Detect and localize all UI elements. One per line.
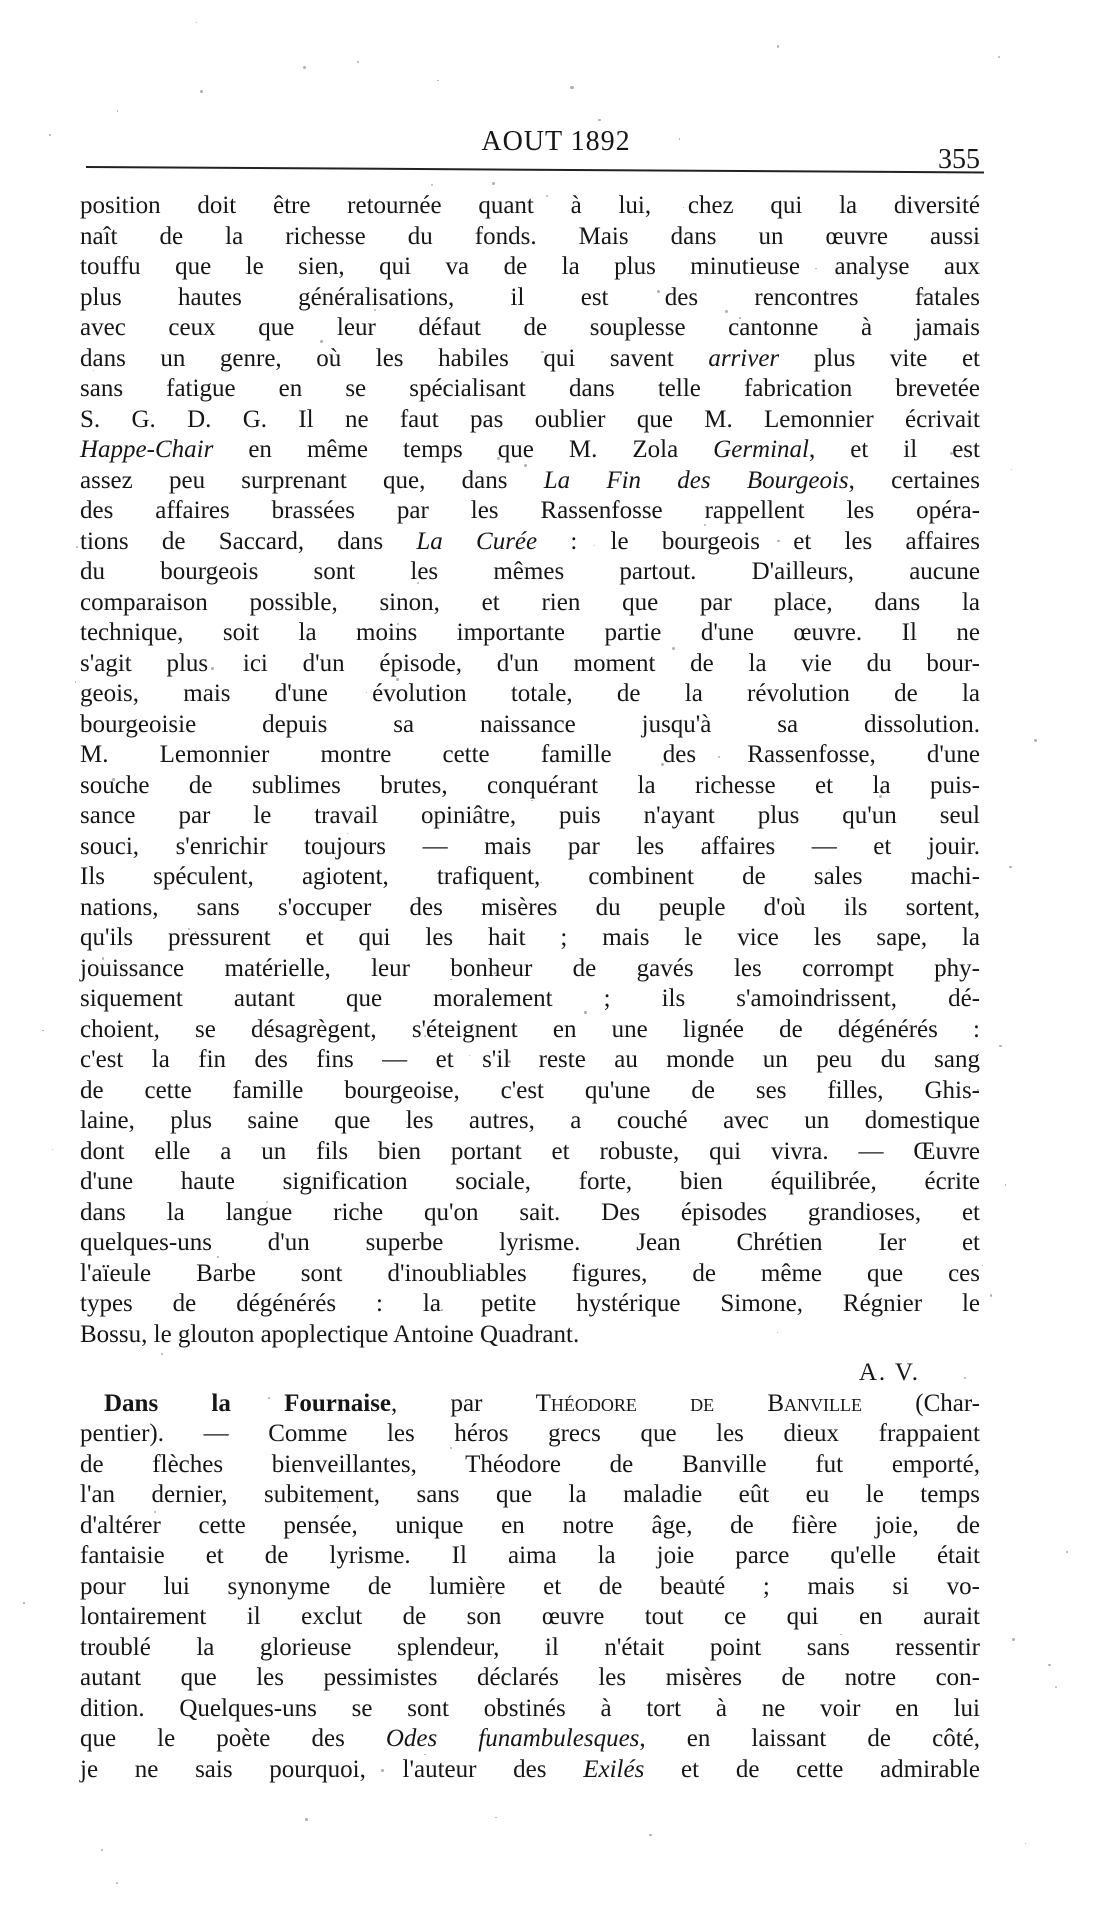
speckle [725, 310, 728, 313]
text-run: jouissance matérielle, leur bonheur de gavés les corrompt phy- [80, 954, 980, 982]
text-run: assez peu surprenant que, dans [80, 466, 544, 494]
speckle [389, 486, 392, 489]
speckle [415, 898, 416, 899]
text-run: geois, mais d'une évolution totale, de la révolution de la [80, 680, 980, 707]
text-run: Bossu, le glouton apoplectique Antoine Quadrant. [80, 1320, 580, 1348]
text-run: lontairement il exclut de son œuvre tout ce qui en aurait [80, 1603, 980, 1630]
text-line [80, 496, 980, 527]
speckle [812, 594, 814, 596]
text-run: l'aïeule Barbe sont d'inoubliables figures, de même que ces [80, 1259, 980, 1287]
speckle [492, 182, 495, 185]
text-line [80, 1511, 980, 1542]
speckle [1034, 739, 1037, 742]
text-line [80, 191, 980, 222]
text-run: dition. Quelques-uns se sont obstinés à tort à ne voir en lui [80, 1694, 980, 1722]
header-rule [86, 166, 984, 173]
text-run: naît de la richesse du fonds. Mais dans un œuvre aussi [80, 222, 980, 250]
speckle [437, 80, 438, 81]
text-line [80, 344, 980, 375]
speckle [188, 928, 190, 930]
speckle [584, 1011, 587, 1014]
speckle [396, 678, 399, 681]
text-line [80, 771, 980, 802]
speckle [495, 1817, 496, 1818]
text-line [80, 1480, 980, 1511]
text-run: fantaisie et de lyrisme. Il aima la joie parce qu'elle était [80, 1542, 980, 1569]
text-line [80, 313, 980, 344]
review-author: Théodore de Banville [535, 1389, 863, 1417]
text-run: nations, sans s'occuper des misères du peuple d'où ils sortent, [80, 893, 980, 921]
text-run: M. Lemonnier montre cette famille des Rassenfosse, d'une [80, 741, 980, 768]
text-line [80, 1137, 980, 1168]
text-line [80, 1450, 980, 1481]
speckle [441, 1309, 442, 1310]
text-line [80, 862, 980, 893]
text-line [80, 1045, 980, 1076]
text-line [80, 1289, 980, 1320]
text-run: je ne sais pourquoi, l'auteur des [80, 1755, 584, 1783]
speckle [950, 452, 952, 454]
text-line [80, 923, 980, 954]
review-by: , par [391, 1389, 536, 1417]
text-line [80, 679, 980, 710]
speckle [424, 1035, 426, 1037]
text-line [80, 1663, 980, 1694]
text-run: plus vite et [779, 344, 980, 372]
speckle [116, 1882, 118, 1884]
text-line [80, 1259, 980, 1290]
speckle [112, 778, 114, 780]
speckle [324, 1489, 326, 1491]
italic-title: La Fin des Bourgeois [543, 466, 849, 494]
speckle [494, 972, 496, 974]
text-run: des affaires brassées par les Rassenfosse rappellent les opéra- [80, 497, 980, 524]
speckle [683, 207, 684, 208]
speckle [1048, 1664, 1050, 1666]
speckle [368, 844, 371, 847]
text-line [80, 954, 980, 985]
text-run: avec ceux que leur défaut de souplesse cantonne à jamais [80, 314, 980, 341]
speckle [320, 340, 322, 342]
text-run: c'est la fin des fins — et s'il reste au monde un peu du sang [80, 1046, 980, 1073]
speckle [857, 964, 860, 967]
speckle [990, 1294, 992, 1296]
text-run: s'agit plus ici d'un épisode, d'un moment de la vie du bour- [80, 649, 980, 677]
running-title: AOUT 1892 [481, 126, 631, 157]
text-line [80, 893, 980, 924]
speckle [777, 1332, 778, 1333]
text-line [80, 1106, 980, 1137]
speckle [303, 66, 306, 69]
text-run: technique, soit la moins importante partie d'une œuvre. Il ne [80, 619, 980, 646]
text-line [80, 222, 980, 253]
text-run: laine, plus saine que les autres, a couché avec un domestique [80, 1107, 980, 1134]
speckle [417, 582, 419, 584]
speckle [250, 1123, 252, 1125]
speckle [1066, 1551, 1068, 1553]
text-run: troublé la glorieuse splendeur, il n'était point sans ressentir [80, 1633, 980, 1661]
text-run: Ils spéculent, agiotent, trafiquent, combinent de sales machi- [80, 863, 980, 890]
speckle [42, 1030, 43, 1031]
speckle [200, 396, 202, 398]
speckle [431, 184, 433, 186]
text-line [80, 1602, 980, 1633]
speckle [705, 1063, 708, 1066]
speckle [982, 1265, 983, 1266]
text-run: touffu que le sien, qui va de la plus minutieuse analyse aux [80, 253, 980, 280]
text-line [80, 740, 980, 771]
speckle [217, 1256, 219, 1258]
text-run: dont elle a un fils bien portant et robuste, qui vivra. — Œuvre [80, 1137, 980, 1165]
speckle [999, 1045, 1002, 1048]
text-line [80, 1572, 980, 1603]
italic-title: arriver [708, 344, 780, 372]
speckle [922, 294, 925, 297]
text-run: et de cette admirable [644, 1755, 980, 1783]
text-run: tions de Saccard, dans [80, 527, 417, 555]
text-line [80, 557, 980, 588]
text-run: , en laissant de côté, [639, 1725, 980, 1752]
text-run: en même temps que M. Zola [213, 436, 714, 463]
text-line [80, 1320, 980, 1351]
speckle [739, 317, 741, 319]
text-run: : le bourgeois et les affaires [537, 527, 981, 555]
speckle [977, 1089, 979, 1091]
speckle [101, 1849, 103, 1851]
text-run: que le poète des [80, 1725, 386, 1752]
text-line [80, 1541, 980, 1572]
text-run: bourgeoisie depuis sa naissance jusqu'à sa dissolution. [80, 710, 980, 738]
text-line [80, 1167, 980, 1198]
text-run: sans fatigue en se spécialisant dans telle fabrication brevetée [80, 375, 980, 402]
text-line [80, 252, 980, 283]
speckle [266, 1201, 268, 1203]
speckle [200, 90, 203, 93]
text-run: plus hautes généralisations, il est des rencontres fatales [80, 283, 980, 311]
text-line [80, 618, 980, 649]
text-run: , et il est [809, 436, 980, 463]
text-run: l'an dernier, subitement, sans que la maladie eût eu le temps [80, 1481, 980, 1508]
text-line [80, 801, 980, 832]
text-run: d'altérer cette pensée, unique en notre âge, de fière joie, de [80, 1511, 980, 1539]
speckle [585, 813, 588, 816]
italic-title: Germinal [713, 436, 809, 463]
speckle [381, 1769, 384, 1772]
italic-title: Exilés [583, 1755, 645, 1783]
text-line [80, 984, 980, 1015]
text-line [80, 1633, 980, 1664]
text-run: S. G. D. G. Il ne faut pas oublier que M. Lemonnier écrivait [80, 405, 980, 433]
text-line [80, 1228, 980, 1259]
text-run: qu'ils pressurent et qui les hait ; mais le vice les sape, la [80, 924, 980, 951]
speckle [1009, 866, 1012, 869]
italic-title: Odes funambulesques [385, 1725, 640, 1752]
text-run: dans la langue riche qu'on sait. Des épisodes grandioses, et [80, 1198, 980, 1226]
speckle [357, 61, 359, 63]
speckle [1055, 1686, 1057, 1688]
text-run: dans un genre, où les habiles qui savent [80, 344, 709, 372]
text-line [80, 1076, 980, 1107]
text-run: souche de sublimes brutes, conquérant la richesse et la puis- [80, 771, 980, 799]
text-line [80, 466, 980, 497]
speckle [196, 22, 197, 23]
review-title: Dans la Fournaise [104, 1389, 392, 1417]
speckle [23, 1602, 24, 1603]
speckle [508, 1060, 511, 1063]
text-run: pentier). — Comme les héros grecs que les dieux frappaient [80, 1420, 980, 1447]
text-run: autant que les pessimistes déclarés les misères de notre con- [80, 1664, 980, 1691]
text-run: de cette famille bourgeoise, c'est qu'une de ses filles, Ghis- [80, 1076, 980, 1104]
review-heading-line [80, 1389, 980, 1420]
text-line [80, 1419, 980, 1450]
text-run: types de dégénérés : la petite hystérique Simone, Régnier le [80, 1290, 980, 1317]
text-run: comparaison possible, sinon, et rien que par place, dans la [80, 588, 980, 616]
speckle [749, 1236, 751, 1238]
text-line [80, 1198, 980, 1229]
italic-title: La Curée [416, 527, 538, 555]
text-line [80, 649, 980, 680]
speckle [777, 45, 779, 47]
speckle [211, 667, 214, 670]
speckle [151, 632, 153, 634]
speckle [268, 1397, 270, 1399]
speckle [998, 56, 1000, 58]
speckle [305, 1818, 308, 1821]
text-run: quelques-uns d'un superbe lyrisme. Jean Chrétien Ier et [80, 1229, 980, 1256]
review-banville [80, 1389, 980, 1786]
text-run: siquement autant que moralement ; ils s'amoindrissent, dé- [80, 985, 980, 1012]
text-run: pour lui synonyme de lumière et de beauté ; mais si vo- [80, 1572, 980, 1600]
speckle [117, 110, 119, 112]
text-line [80, 374, 980, 405]
speckle [1011, 469, 1012, 470]
page-number: 355 [938, 144, 980, 175]
speckle [374, 309, 376, 311]
text-run: de flèches bienveillantes, Théodore de Banville fut emporté, [80, 1450, 980, 1478]
text-line [80, 1015, 980, 1046]
speckle [524, 464, 527, 467]
text-line [80, 527, 980, 558]
text-run: , certaines [848, 466, 980, 494]
italic-title: Happe-Chair [80, 436, 214, 463]
speckle [397, 623, 399, 625]
body-text [80, 191, 980, 1785]
speckle [76, 546, 78, 548]
text-run: choient, se désagrègent, s'éteignent en une lignée de dégénérés : [80, 1015, 980, 1043]
speckle [75, 681, 77, 683]
speckle [928, 1432, 931, 1435]
text-line [80, 1724, 980, 1755]
review-publisher-start: (Char- [862, 1389, 980, 1417]
speckle [570, 86, 573, 89]
speckle [700, 1579, 703, 1582]
review-lemonnier [80, 191, 980, 1350]
speckle [649, 1834, 652, 1837]
speckle [598, 119, 600, 121]
speckle [1012, 1638, 1015, 1641]
text-line [80, 588, 980, 619]
review-signature: A. V. [858, 1359, 920, 1386]
text-run: position doit être retournée quant à lui, chez qui la diversité [80, 192, 980, 219]
speckle [531, 800, 532, 801]
speckle [879, 795, 882, 798]
text-run: souci, s'enrichir toujours — mais par les affaires — et jouir. [80, 832, 980, 860]
text-line [80, 1694, 980, 1725]
speckle [1005, 1184, 1006, 1185]
speckle [1025, 1843, 1026, 1844]
text-run: du bourgeois sont les mêmes partout. D'ailleurs, aucune [80, 558, 980, 585]
text-line [80, 832, 980, 863]
text-line [80, 435, 980, 466]
speckle [49, 134, 51, 136]
text-line [80, 405, 980, 436]
text-run: sance par le travail opiniâtre, puis n'ayant plus qu'un seul [80, 802, 980, 829]
speckle [195, 931, 196, 932]
speckle [89, 689, 91, 691]
text-line [80, 1755, 980, 1786]
text-line [80, 283, 980, 314]
running-head [0, 122, 1112, 175]
speckle [52, 1149, 54, 1151]
text-line [80, 710, 980, 741]
text-run: d'une haute signification sociale, forte, bien équilibrée, écrite [80, 1168, 980, 1195]
speckle [469, 1055, 470, 1056]
